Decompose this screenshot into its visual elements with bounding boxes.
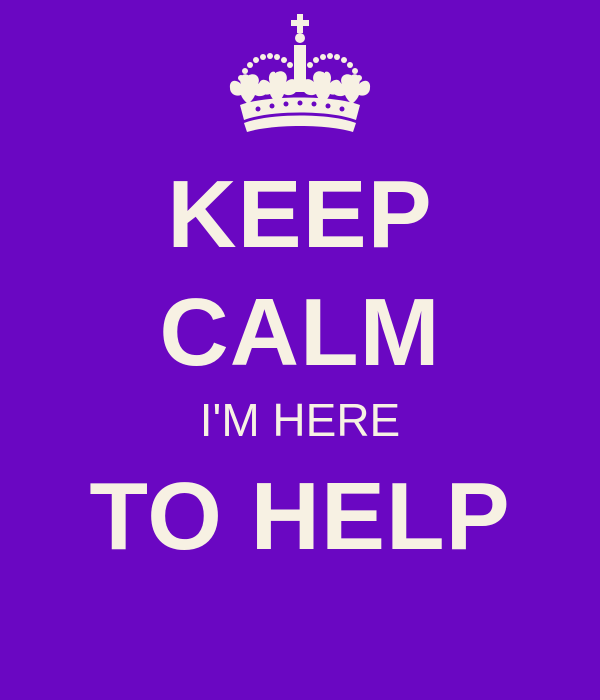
crown-icon	[228, 14, 372, 140]
to-help-text: TO HELP	[89, 463, 511, 570]
im-here-text: I'M HERE	[199, 394, 401, 446]
keep-text: KEEP	[167, 161, 433, 268]
calm-text: CALM	[159, 279, 441, 386]
